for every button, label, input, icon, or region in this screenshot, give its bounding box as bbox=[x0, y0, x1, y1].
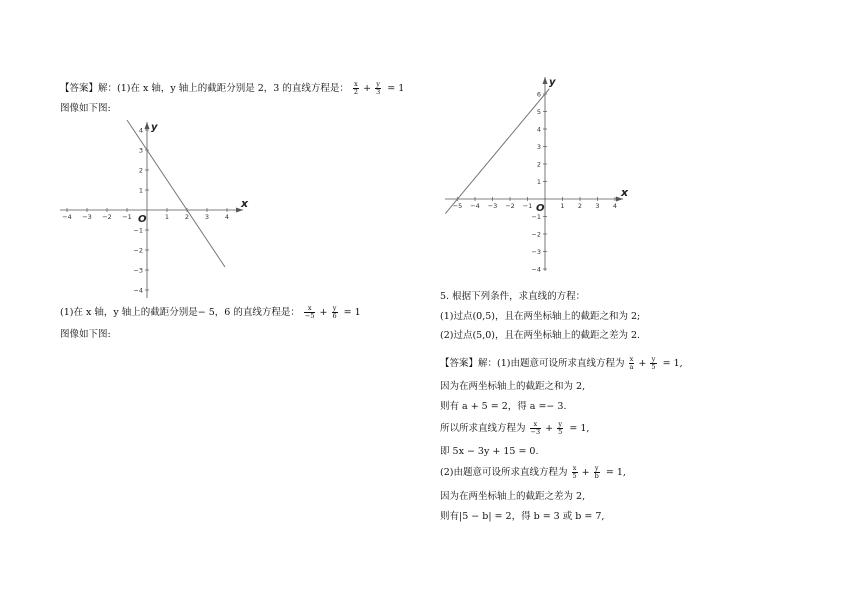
fraction-numerator: x bbox=[530, 421, 542, 429]
y-tick-label: −1 bbox=[133, 226, 143, 235]
fraction-x-over-5 bbox=[572, 465, 578, 480]
fraction-denominator: a bbox=[629, 363, 634, 371]
y-tick-label: −2 bbox=[133, 246, 143, 255]
fraction-denominator: 3 bbox=[376, 88, 381, 96]
solution-line-1 bbox=[440, 356, 683, 371]
fraction-y-over-b bbox=[594, 465, 600, 480]
y-tick-label: −3 bbox=[133, 266, 143, 275]
fraction-denominator: 6 bbox=[332, 312, 337, 320]
x-tick-label: 1 bbox=[164, 213, 170, 221]
plus-sign: + bbox=[638, 358, 647, 369]
plus-sign: + bbox=[581, 467, 590, 478]
x-tick-label: 1 bbox=[560, 202, 565, 210]
x-axis-label: x bbox=[241, 197, 249, 210]
x-tick-label: 3 bbox=[204, 213, 210, 221]
plus-sign: + bbox=[363, 83, 372, 94]
x-tick-label: −2 bbox=[505, 202, 515, 210]
fraction-x-over-neg5 bbox=[304, 305, 316, 320]
x-tick-label: 4 bbox=[224, 213, 230, 221]
plus-sign: + bbox=[545, 423, 554, 434]
x-tick-label: 2 bbox=[577, 202, 583, 210]
y-tick-label: 5 bbox=[536, 108, 541, 116]
y-tick-label: −3 bbox=[531, 248, 541, 256]
fraction-y-over-3 bbox=[375, 81, 381, 96]
equals-one: = 1, bbox=[569, 423, 590, 434]
fraction-numerator: y bbox=[651, 355, 656, 363]
fraction-denominator: 2 bbox=[353, 88, 359, 96]
fraction-denominator: b bbox=[594, 472, 599, 480]
fraction-y-over-5 bbox=[650, 356, 656, 371]
equals-one: = 1, bbox=[662, 358, 683, 369]
x-axis-label: x bbox=[621, 186, 629, 199]
x-tick-label: −4 bbox=[62, 213, 72, 221]
x-tick-label: −1 bbox=[122, 213, 132, 221]
x-tick-label: −2 bbox=[102, 213, 112, 221]
answer-2-line bbox=[60, 305, 361, 320]
fraction-numerator: x bbox=[572, 464, 577, 472]
x-tick-label: −5 bbox=[452, 202, 463, 210]
y-axis-arrow-icon bbox=[543, 77, 548, 84]
fraction-denominator: 5 bbox=[572, 472, 577, 480]
equals-one: = 1 bbox=[387, 83, 405, 94]
fraction-numerator: y bbox=[594, 464, 599, 472]
equals-one: = 1 bbox=[343, 307, 361, 318]
x-tick-label: −1 bbox=[522, 202, 533, 210]
plus-sign: + bbox=[319, 307, 328, 318]
fraction-x-over-a bbox=[629, 356, 635, 371]
y-tick-label: −2 bbox=[531, 230, 541, 239]
graph-1 bbox=[55, 118, 255, 303]
fraction-denominator: −5 bbox=[304, 312, 315, 320]
solution-line-6 bbox=[440, 465, 626, 480]
solution-line-2: 因为在两坐标轴上的截距之和为 2, bbox=[440, 381, 586, 392]
solution-4-text: 所以所求直线方程为 bbox=[440, 423, 526, 434]
fraction-denominator: −3 bbox=[530, 428, 541, 436]
question-5-part-1: (1)过点(0,5)，且在两坐标轴上的截距之和为 2; bbox=[440, 311, 641, 322]
y-tick-label: −4 bbox=[133, 286, 143, 295]
fraction-numerator: x bbox=[629, 355, 634, 363]
answer-1-text: 【答案】解：(1)在 x 轴，y 轴上的截距分别是 2，3 的直线方程是： bbox=[60, 83, 349, 94]
fraction-numerator: y bbox=[376, 80, 380, 88]
fraction-x-over-2 bbox=[353, 81, 359, 96]
fraction-numerator: x bbox=[354, 80, 358, 88]
x-tick-label: 3 bbox=[595, 202, 600, 210]
y-tick-label: 4 bbox=[536, 125, 541, 134]
equals-one: = 1, bbox=[605, 467, 626, 478]
fraction-numerator: y bbox=[558, 420, 563, 428]
y-tick-label: 6 bbox=[536, 90, 541, 99]
x-tick-label: −3 bbox=[82, 213, 92, 221]
fraction-numerator: y bbox=[332, 304, 337, 312]
image-caption-1: 图像如下图: bbox=[60, 103, 111, 114]
y-axis-label: y bbox=[549, 77, 556, 88]
solution-line-4 bbox=[440, 421, 589, 436]
x-tick-label: −4 bbox=[470, 202, 480, 210]
fraction-y-over-6 bbox=[332, 305, 338, 320]
image-caption-2: 图像如下图: bbox=[60, 329, 111, 340]
y-tick-label: −4 bbox=[531, 265, 541, 274]
solution-line-3: 则有 a + 5 = 2，得 a =− 3. bbox=[440, 401, 567, 412]
solution-line-7: 因为在两坐标轴上的截距之差为 2, bbox=[440, 491, 586, 502]
y-tick-label: 1 bbox=[536, 178, 541, 186]
solution-6-text: (2)由题意可设所求直线方程为 bbox=[440, 467, 568, 478]
plotted-line bbox=[445, 89, 549, 214]
y-tick-label: 3 bbox=[536, 143, 541, 151]
answer-2-text: (1)在 x 轴，y 轴上的截距分别是− 5，6 的直线方程是： bbox=[60, 307, 300, 318]
y-tick-label: 2 bbox=[536, 160, 541, 169]
question-5-part-2: (2)过点(5,0)，且在两坐标轴上的截距之差为 2. bbox=[440, 330, 641, 341]
y-axis-label: y bbox=[151, 122, 158, 133]
fraction-denominator: 5 bbox=[651, 363, 656, 371]
x-tick-label: −3 bbox=[487, 202, 498, 210]
fraction-denominator: 5 bbox=[558, 428, 563, 436]
y-axis-arrow-icon bbox=[145, 122, 150, 129]
solution-line-8: 则有|5 − b| = 2，得 b = 3 或 b = 7, bbox=[440, 511, 605, 522]
origin-label: O bbox=[138, 214, 147, 225]
y-tick-label: 1 bbox=[138, 186, 143, 195]
y-tick-label: 3 bbox=[138, 146, 143, 155]
fraction-x-over-neg3 bbox=[530, 421, 542, 436]
x-tick-label: 4 bbox=[612, 202, 618, 210]
x-tick-label: 2 bbox=[184, 213, 190, 221]
y-tick-label: 2 bbox=[138, 166, 143, 175]
graph-2 bbox=[435, 75, 635, 275]
fraction-y-over-5 bbox=[557, 421, 563, 436]
solution-1-text: 【答案】解：(1)由题意可设所求直线方程为 bbox=[440, 358, 625, 369]
y-tick-label: 4 bbox=[138, 126, 143, 135]
question-5-title: 5. 根据下列条件，求直线的方程： bbox=[440, 291, 586, 302]
y-tick-label: −1 bbox=[531, 213, 541, 221]
origin-label: O bbox=[536, 203, 545, 214]
fraction-numerator: x bbox=[304, 305, 316, 313]
answer-1-line bbox=[60, 81, 404, 96]
solution-line-5: 即 5x − 3y + 15 = 0. bbox=[440, 446, 539, 457]
